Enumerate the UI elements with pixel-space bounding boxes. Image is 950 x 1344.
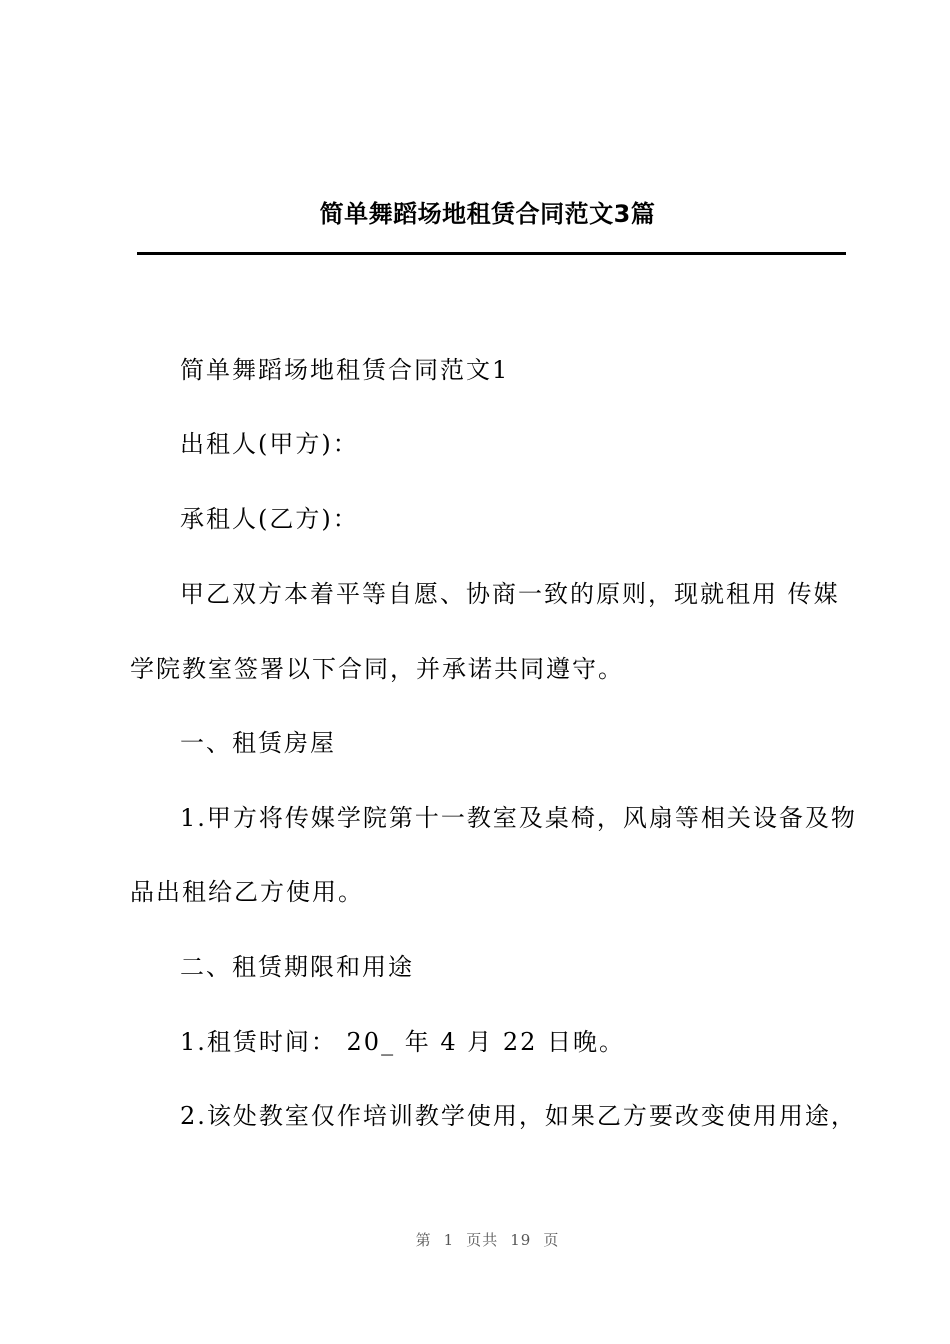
clause-heading: 一、租赁房屋 [180, 729, 336, 757]
clause-item-line: 1.租赁时间： 20_ 年 4 月 22 日晚。 [180, 1028, 626, 1056]
document-title: 简单舞蹈场地租赁合同范文3篇 [319, 200, 656, 228]
clause-heading: 二、租赁期限和用途 [180, 953, 414, 981]
page-footer [0, 1229, 950, 1251]
lessee-line: 承租人(乙方)： [180, 505, 359, 533]
footer-mid: 页共 [466, 1231, 499, 1249]
clause-item-line: 2.该处教室仅作培训教学使用，如果乙方要改变使用用途， [180, 1102, 857, 1130]
footer-total-pages: 19 [510, 1231, 532, 1249]
footer-suffix: 页 [543, 1231, 560, 1249]
clause-item-line: 1.甲方将传媒学院第十一教室及桌椅，风扇等相关设备及物 [180, 804, 857, 832]
footer-prefix: 第 [415, 1231, 432, 1249]
clause-item-line: 品出租给乙方使用。 [130, 878, 364, 906]
section-heading: 简单舞蹈场地租赁合同范文1 [180, 356, 510, 384]
title-underline [137, 252, 846, 255]
footer-current-page: 1 [443, 1231, 455, 1249]
body-paragraph-line: 甲乙双方本着平等自愿、协商一致的原则，现就租用 传媒 [180, 580, 840, 608]
lessor-line: 出租人(甲方)： [180, 430, 359, 458]
body-paragraph-line: 学院教室签署以下合同，并承诺共同遵守。 [130, 655, 624, 683]
